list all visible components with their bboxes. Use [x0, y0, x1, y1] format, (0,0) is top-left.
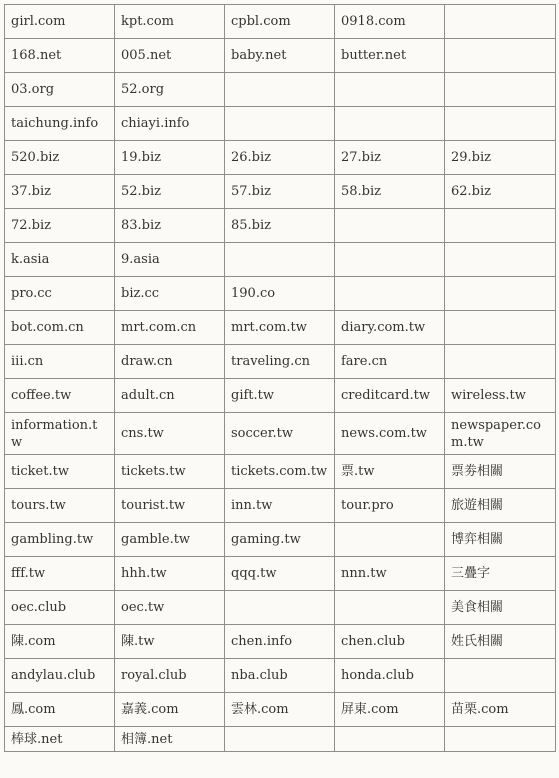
table-row	[5, 209, 556, 243]
domain-table	[4, 4, 556, 752]
table-row	[5, 141, 556, 175]
table-cell: information.tw	[5, 413, 115, 455]
table-cell: tickets.tw	[115, 455, 225, 489]
table-cell: 屏東.com	[335, 693, 445, 727]
table-cell: girl.com	[5, 5, 115, 39]
table-cell: tours.tw	[5, 489, 115, 523]
table-cell: biz.cc	[115, 277, 225, 311]
table-cell: andylau.club	[5, 659, 115, 693]
table-cell: qqq.tw	[225, 557, 335, 591]
table-cell: 雲林.com	[225, 693, 335, 727]
table-cell	[335, 107, 445, 141]
table-cell: 三疊字	[445, 557, 556, 591]
table-row	[5, 379, 556, 413]
table-cell: nba.club	[225, 659, 335, 693]
table-row	[5, 693, 556, 727]
table-cell	[225, 243, 335, 277]
table-cell: 旅遊相關	[445, 489, 556, 523]
table-cell: butter.net	[335, 39, 445, 73]
table-cell: inn.tw	[225, 489, 335, 523]
table-cell: 520.biz	[5, 141, 115, 175]
table-cell: pro.cc	[5, 277, 115, 311]
table-cell: tour.pro	[335, 489, 445, 523]
table-cell	[335, 277, 445, 311]
table-cell: 72.biz	[5, 209, 115, 243]
table-cell: 85.biz	[225, 209, 335, 243]
table-cell: chen.info	[225, 625, 335, 659]
table-cell: cns.tw	[115, 413, 225, 455]
table-cell: 博弈相關	[445, 523, 556, 557]
table-row	[5, 591, 556, 625]
table-cell: hhh.tw	[115, 557, 225, 591]
table-cell: 嘉義.com	[115, 693, 225, 727]
table-cell: 57.biz	[225, 175, 335, 209]
table-cell	[225, 591, 335, 625]
table-cell: 52.org	[115, 73, 225, 107]
table-row	[5, 243, 556, 277]
table-row	[5, 175, 556, 209]
table-cell	[225, 107, 335, 141]
table-cell: 62.biz	[445, 175, 556, 209]
table-row	[5, 277, 556, 311]
table-cell: 0918.com	[335, 5, 445, 39]
table-cell: 52.biz	[115, 175, 225, 209]
table-cell: mrt.com.tw	[225, 311, 335, 345]
table-cell: cpbl.com	[225, 5, 335, 39]
table-cell: 190.co	[225, 277, 335, 311]
table-cell	[445, 727, 556, 752]
table-cell: soccer.tw	[225, 413, 335, 455]
table-cell: newspaper.com.tw	[445, 413, 556, 455]
table-cell: oec.club	[5, 591, 115, 625]
table-cell	[335, 591, 445, 625]
table-cell: 83.biz	[115, 209, 225, 243]
table-cell: 27.biz	[335, 141, 445, 175]
table-cell: 005.net	[115, 39, 225, 73]
table-cell: fare.cn	[335, 345, 445, 379]
table-cell: chen.club	[335, 625, 445, 659]
table-cell: 苗栗.com	[445, 693, 556, 727]
table-cell: taichung.info	[5, 107, 115, 141]
table-cell: royal.club	[115, 659, 225, 693]
table-cell	[335, 727, 445, 752]
table-cell: oec.tw	[115, 591, 225, 625]
table-cell	[445, 243, 556, 277]
table-cell	[445, 345, 556, 379]
table-cell: gamble.tw	[115, 523, 225, 557]
table-cell: 票劵相關	[445, 455, 556, 489]
table-cell: 29.biz	[445, 141, 556, 175]
table-cell: gift.tw	[225, 379, 335, 413]
table-cell: honda.club	[335, 659, 445, 693]
table-cell: mrt.com.cn	[115, 311, 225, 345]
table-cell: 03.org	[5, 73, 115, 107]
table-cell	[445, 277, 556, 311]
table-cell: fff.tw	[5, 557, 115, 591]
table-cell: 相簿.net	[115, 727, 225, 752]
table-row	[5, 73, 556, 107]
table-cell: tourist.tw	[115, 489, 225, 523]
table-cell	[225, 73, 335, 107]
table-cell: iii.cn	[5, 345, 115, 379]
table-cell: traveling.cn	[225, 345, 335, 379]
table-cell: 26.biz	[225, 141, 335, 175]
table-row	[5, 523, 556, 557]
table-cell: news.com.tw	[335, 413, 445, 455]
table-row	[5, 489, 556, 523]
table-cell	[445, 107, 556, 141]
table-cell: 鳳.com	[5, 693, 115, 727]
table-cell: chiayi.info	[115, 107, 225, 141]
table-cell: bot.com.cn	[5, 311, 115, 345]
table-row	[5, 5, 556, 39]
table-row	[5, 625, 556, 659]
table-cell: ticket.tw	[5, 455, 115, 489]
table-cell: kpt.com	[115, 5, 225, 39]
table-row	[5, 345, 556, 379]
table-cell: draw.cn	[115, 345, 225, 379]
table-cell: gambling.tw	[5, 523, 115, 557]
table-cell: k.asia	[5, 243, 115, 277]
table-cell	[445, 209, 556, 243]
table-cell	[445, 659, 556, 693]
table-cell: adult.cn	[115, 379, 225, 413]
table-cell	[335, 73, 445, 107]
table-cell	[225, 727, 335, 752]
table-cell	[335, 243, 445, 277]
table-cell	[445, 39, 556, 73]
table-row	[5, 659, 556, 693]
table-row	[5, 455, 556, 489]
table-cell: 9.asia	[115, 243, 225, 277]
table-row	[5, 413, 556, 455]
table-cell: 棒球.net	[5, 727, 115, 752]
table-cell	[335, 523, 445, 557]
table-row	[5, 311, 556, 345]
table-cell: 姓氏相關	[445, 625, 556, 659]
table-cell	[335, 209, 445, 243]
table-cell: 37.biz	[5, 175, 115, 209]
table-cell	[445, 5, 556, 39]
table-cell	[445, 311, 556, 345]
table-cell: 陳.com	[5, 625, 115, 659]
table-cell: creditcard.tw	[335, 379, 445, 413]
table-cell: 陳.tw	[115, 625, 225, 659]
table-cell: tickets.com.tw	[225, 455, 335, 489]
table-row	[5, 107, 556, 141]
table-cell: coffee.tw	[5, 379, 115, 413]
table-cell: baby.net	[225, 39, 335, 73]
table-cell: wireless.tw	[445, 379, 556, 413]
table-cell: 19.biz	[115, 141, 225, 175]
table-row	[5, 39, 556, 73]
domain-table-body	[5, 5, 556, 752]
table-cell: 58.biz	[335, 175, 445, 209]
table-row	[5, 557, 556, 591]
table-cell	[445, 73, 556, 107]
table-row	[5, 727, 556, 752]
table-cell: 美食相關	[445, 591, 556, 625]
table-cell: 168.net	[5, 39, 115, 73]
table-cell: 票.tw	[335, 455, 445, 489]
table-cell: gaming.tw	[225, 523, 335, 557]
table-cell: diary.com.tw	[335, 311, 445, 345]
table-cell: nnn.tw	[335, 557, 445, 591]
